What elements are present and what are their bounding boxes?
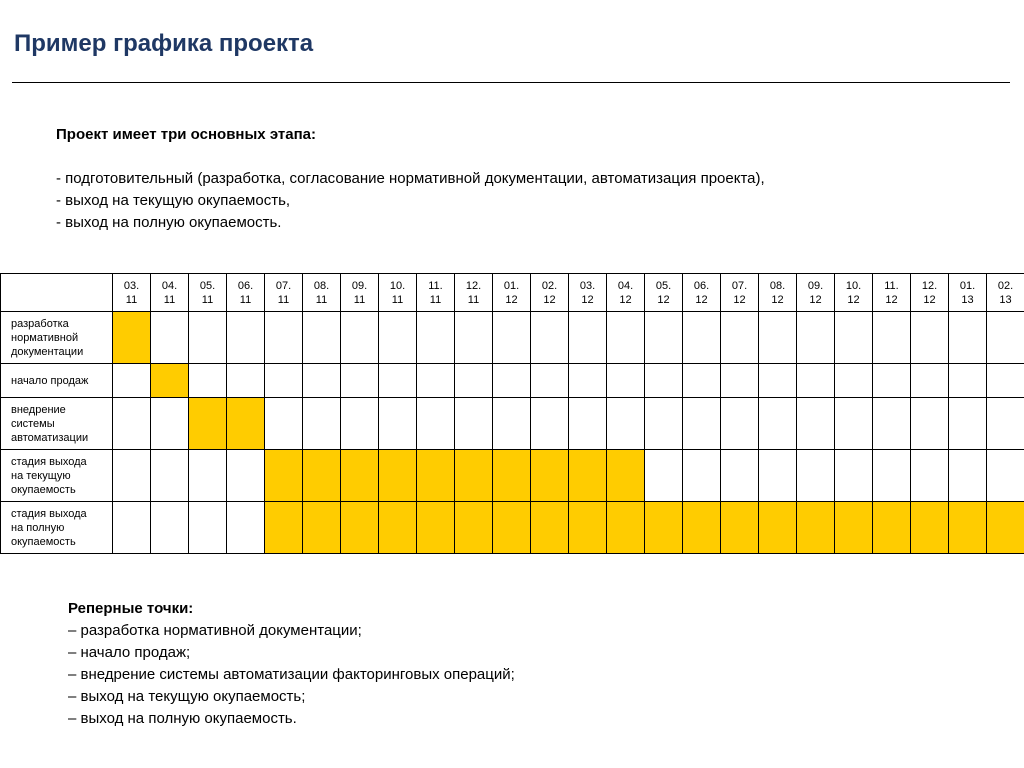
gantt-empty-cell xyxy=(797,450,835,502)
gantt-row-label-line: внедрение xyxy=(11,403,66,416)
gantt-active-cell xyxy=(455,502,493,554)
gantt-empty-cell xyxy=(607,312,645,364)
gantt-active-cell xyxy=(189,398,227,450)
gantt-month-header xyxy=(607,274,645,312)
gantt-empty-cell xyxy=(759,398,797,450)
gantt-month-label: 12. xyxy=(465,279,482,292)
gantt-active-cell xyxy=(531,450,569,502)
gantt-row-label-line: на полную xyxy=(11,521,65,534)
gantt-year-label: 12 xyxy=(809,293,822,306)
gantt-row xyxy=(1,364,1024,398)
gantt-empty-cell xyxy=(797,312,835,364)
gantt-month-label: 04. xyxy=(161,279,178,292)
gantt-empty-cell xyxy=(797,398,835,450)
gantt-empty-cell xyxy=(151,312,189,364)
gantt-empty-cell xyxy=(607,364,645,398)
gantt-empty-cell xyxy=(607,398,645,450)
gantt-active-cell xyxy=(835,502,873,554)
gantt-empty-cell xyxy=(987,398,1024,450)
gantt-empty-cell xyxy=(303,364,341,398)
intro-line: - выход на полную окупаемость. xyxy=(56,214,282,231)
gantt-month-header xyxy=(873,274,911,312)
gantt-empty-cell xyxy=(569,398,607,450)
gantt-empty-cell xyxy=(189,502,227,554)
gantt-year-label: 11 xyxy=(429,293,442,306)
gantt-empty-cell xyxy=(113,450,151,502)
gantt-active-cell xyxy=(569,502,607,554)
gantt-row-label-line: стадия выхода xyxy=(11,455,87,468)
gantt-empty-cell xyxy=(987,312,1024,364)
gantt-empty-cell xyxy=(151,450,189,502)
gantt-empty-cell xyxy=(569,312,607,364)
gantt-active-cell xyxy=(493,502,531,554)
gantt-month-header xyxy=(911,274,949,312)
gantt-active-cell xyxy=(683,502,721,554)
gantt-active-cell xyxy=(607,450,645,502)
gantt-empty-cell xyxy=(797,364,835,398)
gantt-empty-cell xyxy=(113,398,151,450)
gantt-active-cell xyxy=(645,502,683,554)
gantt-active-cell xyxy=(341,502,379,554)
gantt-row-label xyxy=(1,312,113,364)
milestone-item: – выход на текущую окупаемость; xyxy=(68,688,306,705)
gantt-month-label: 07. xyxy=(731,279,748,292)
gantt-active-cell xyxy=(265,450,303,502)
gantt-empty-cell xyxy=(417,312,455,364)
gantt-empty-cell xyxy=(721,364,759,398)
gantt-month-header xyxy=(683,274,721,312)
gantt-row-label-line: на текущую xyxy=(11,469,71,482)
gantt-month-header xyxy=(189,274,227,312)
milestones-block xyxy=(68,598,968,730)
gantt-empty-cell xyxy=(189,364,227,398)
gantt-active-cell xyxy=(873,502,911,554)
milestone-item: – начало продаж; xyxy=(68,644,191,661)
gantt-empty-cell xyxy=(303,312,341,364)
gantt-month-header xyxy=(987,274,1024,312)
gantt-month-label: 06. xyxy=(237,279,254,292)
gantt-active-cell xyxy=(379,502,417,554)
gantt-year-label: 11 xyxy=(391,293,404,306)
gantt-empty-cell xyxy=(417,398,455,450)
intro-line: - подготовительный (разработка, согласование нормативной документации, автоматизация проекта), xyxy=(56,170,765,187)
gantt-month-label: 03. xyxy=(123,279,140,292)
intro-line: - выход на текущую окупаемость, xyxy=(56,192,291,209)
gantt-empty-cell xyxy=(341,364,379,398)
gantt-empty-cell xyxy=(379,398,417,450)
gantt-empty-cell xyxy=(645,450,683,502)
milestones-heading: Реперные точки: xyxy=(68,600,194,617)
gantt-year-label: 12 xyxy=(695,293,708,306)
milestone-item: – выход на полную окупаемость. xyxy=(68,710,297,727)
gantt-empty-cell xyxy=(683,450,721,502)
gantt-year-label: 13 xyxy=(999,293,1012,306)
gantt-year-label: 11 xyxy=(201,293,214,306)
gantt-empty-cell xyxy=(493,398,531,450)
gantt-active-cell xyxy=(417,502,455,554)
gantt-empty-cell xyxy=(113,502,151,554)
gantt-year-label: 12 xyxy=(619,293,632,306)
gantt-active-cell xyxy=(949,502,987,554)
gantt-month-label: 03. xyxy=(579,279,596,292)
gantt-year-label: 12 xyxy=(885,293,898,306)
gantt-empty-cell xyxy=(113,364,151,398)
gantt-empty-cell xyxy=(303,398,341,450)
gantt-active-cell xyxy=(113,312,151,364)
gantt-month-label: 11. xyxy=(428,279,443,292)
gantt-empty-cell xyxy=(911,398,949,450)
gantt-empty-cell xyxy=(645,364,683,398)
gantt-empty-cell xyxy=(493,312,531,364)
gantt-month-header xyxy=(721,274,759,312)
gantt-empty-cell xyxy=(987,450,1024,502)
gantt-empty-cell xyxy=(873,450,911,502)
gantt-year-label: 12 xyxy=(543,293,556,306)
intro-block xyxy=(56,124,986,234)
gantt-year-label: 11 xyxy=(353,293,366,306)
gantt-month-header xyxy=(417,274,455,312)
gantt-empty-cell xyxy=(151,398,189,450)
gantt-empty-cell xyxy=(455,398,493,450)
gantt-empty-cell xyxy=(911,312,949,364)
gantt-empty-cell xyxy=(949,364,987,398)
gantt-active-cell xyxy=(493,450,531,502)
gantt-row-label-line: нормативной xyxy=(11,331,79,344)
gantt-month-label: 08. xyxy=(769,279,786,292)
gantt-empty-cell xyxy=(189,450,227,502)
gantt-active-cell xyxy=(721,502,759,554)
gantt-empty-cell xyxy=(721,312,759,364)
gantt-month-header xyxy=(949,274,987,312)
gantt-row-label-line: окупаемость xyxy=(11,535,76,548)
gantt-row-label-line: документации xyxy=(11,345,84,358)
gantt-corner-cell xyxy=(1,274,113,312)
intro-spacer xyxy=(56,146,986,168)
gantt-month-header xyxy=(493,274,531,312)
gantt-month-label: 01. xyxy=(503,279,520,292)
gantt-active-cell xyxy=(987,502,1024,554)
gantt-empty-cell xyxy=(721,450,759,502)
gantt-year-label: 11 xyxy=(239,293,252,306)
gantt-empty-cell xyxy=(227,364,265,398)
gantt-year-label: 12 xyxy=(581,293,594,306)
gantt-row-label xyxy=(1,450,113,502)
gantt-empty-cell xyxy=(759,364,797,398)
gantt-row-label-line: окупаемость xyxy=(11,483,76,496)
gantt-row xyxy=(1,450,1024,502)
gantt-active-cell xyxy=(341,450,379,502)
gantt-year-label: 12 xyxy=(657,293,670,306)
gantt-month-header xyxy=(151,274,189,312)
gantt-empty-cell xyxy=(987,364,1024,398)
title-divider xyxy=(12,82,1010,83)
gantt-empty-cell xyxy=(265,398,303,450)
gantt-empty-cell xyxy=(911,450,949,502)
gantt-month-label: 05. xyxy=(655,279,672,292)
gantt-month-label: 02. xyxy=(541,279,558,292)
gantt-empty-cell xyxy=(911,364,949,398)
gantt-year-label: 12 xyxy=(923,293,936,306)
gantt-year-label: 11 xyxy=(315,293,328,306)
gantt-empty-cell xyxy=(835,312,873,364)
gantt-year-label: 12 xyxy=(733,293,746,306)
gantt-empty-cell xyxy=(759,312,797,364)
gantt-month-header xyxy=(835,274,873,312)
gantt-year-label: 12 xyxy=(847,293,860,306)
gantt-active-cell xyxy=(303,450,341,502)
milestone-item: – разработка нормативной документации; xyxy=(68,622,362,639)
gantt-month-label: 09. xyxy=(351,279,368,292)
gantt-row-label xyxy=(1,398,113,450)
gantt-active-cell xyxy=(455,450,493,502)
gantt-row xyxy=(1,398,1024,450)
gantt-month-header xyxy=(341,274,379,312)
gantt-empty-cell xyxy=(873,398,911,450)
milestone-item: – внедрение системы автоматизации факторинговых операций; xyxy=(68,666,515,683)
gantt-month-header xyxy=(531,274,569,312)
gantt-row-label-line: системы xyxy=(11,417,55,430)
gantt-month-header xyxy=(569,274,607,312)
gantt-empty-cell xyxy=(835,364,873,398)
gantt-empty-cell xyxy=(721,398,759,450)
gantt-month-header xyxy=(113,274,151,312)
gantt-empty-cell xyxy=(569,364,607,398)
gantt-month-label: 11. xyxy=(884,279,899,292)
gantt-active-cell xyxy=(303,502,341,554)
gantt-active-cell xyxy=(227,398,265,450)
gantt-empty-cell xyxy=(379,312,417,364)
gantt-month-header xyxy=(303,274,341,312)
gantt-empty-cell xyxy=(759,450,797,502)
gantt-month-label: 08. xyxy=(313,279,330,292)
gantt-empty-cell xyxy=(949,450,987,502)
gantt-row xyxy=(1,502,1024,554)
gantt-year-label: 12 xyxy=(771,293,784,306)
gantt-active-cell xyxy=(531,502,569,554)
gantt-empty-cell xyxy=(949,398,987,450)
gantt-active-cell xyxy=(759,502,797,554)
gantt-row xyxy=(1,312,1024,364)
gantt-active-cell xyxy=(569,450,607,502)
gantt-empty-cell xyxy=(531,312,569,364)
gantt-year-label: 11 xyxy=(277,293,290,306)
gantt-empty-cell xyxy=(683,398,721,450)
gantt-month-label: 01. xyxy=(959,279,976,292)
gantt-empty-cell xyxy=(189,312,227,364)
gantt-active-cell xyxy=(797,502,835,554)
gantt-month-label: 07. xyxy=(275,279,292,292)
gantt-empty-cell xyxy=(949,312,987,364)
gantt-month-label: 09. xyxy=(807,279,824,292)
gantt-empty-cell xyxy=(455,312,493,364)
gantt-empty-cell xyxy=(227,450,265,502)
gantt-active-cell xyxy=(379,450,417,502)
gantt-empty-cell xyxy=(531,364,569,398)
gantt-month-header xyxy=(797,274,835,312)
gantt-active-cell xyxy=(417,450,455,502)
gantt-month-label: 10. xyxy=(845,279,862,292)
gantt-empty-cell xyxy=(531,398,569,450)
gantt-month-header xyxy=(379,274,417,312)
gantt-active-cell xyxy=(265,502,303,554)
gantt-month-label: 05. xyxy=(199,279,216,292)
page-title: Пример графика проекта xyxy=(14,30,314,57)
gantt-empty-cell xyxy=(873,312,911,364)
gantt-month-header xyxy=(645,274,683,312)
gantt-header-row xyxy=(1,274,1024,312)
gantt-empty-cell xyxy=(265,364,303,398)
gantt-empty-cell xyxy=(341,312,379,364)
gantt-year-label: 11 xyxy=(125,293,138,306)
gantt-row-label-line: разработка xyxy=(11,317,69,330)
gantt-month-header xyxy=(455,274,493,312)
gantt-empty-cell xyxy=(227,502,265,554)
gantt-month-label: 10. xyxy=(389,279,406,292)
gantt-year-label: 12 xyxy=(505,293,518,306)
gantt-month-header xyxy=(265,274,303,312)
gantt-empty-cell xyxy=(645,398,683,450)
gantt-empty-cell xyxy=(835,450,873,502)
gantt-empty-cell xyxy=(683,364,721,398)
gantt-row-label-line: начало продаж xyxy=(11,374,89,387)
gantt-active-cell xyxy=(607,502,645,554)
gantt-empty-cell xyxy=(455,364,493,398)
gantt-month-label: 06. xyxy=(693,279,710,292)
gantt-active-cell xyxy=(151,364,189,398)
gantt-empty-cell xyxy=(683,312,721,364)
gantt-empty-cell xyxy=(417,364,455,398)
gantt-empty-cell xyxy=(645,312,683,364)
gantt-month-header xyxy=(759,274,797,312)
gantt-year-label: 11 xyxy=(163,293,176,306)
gantt-empty-cell xyxy=(151,502,189,554)
gantt-month-label: 02. xyxy=(997,279,1014,292)
gantt-month-label: 12. xyxy=(921,279,938,292)
gantt-month-header xyxy=(227,274,265,312)
gantt-row-label-line: стадия выхода xyxy=(11,507,87,520)
gantt-empty-cell xyxy=(379,364,417,398)
gantt-active-cell xyxy=(911,502,949,554)
gantt-empty-cell xyxy=(227,312,265,364)
gantt-row-label xyxy=(1,364,113,398)
gantt-table xyxy=(0,273,1024,554)
gantt-row-label-line: автоматизации xyxy=(11,431,89,444)
gantt-year-label: 13 xyxy=(961,293,974,306)
gantt-month-label: 04. xyxy=(617,279,634,292)
intro-heading: Проект имеет три основных этапа: xyxy=(56,126,316,143)
gantt-empty-cell xyxy=(265,312,303,364)
gantt-year-label: 11 xyxy=(467,293,480,306)
gantt-empty-cell xyxy=(835,398,873,450)
gantt-empty-cell xyxy=(873,364,911,398)
gantt-row-label xyxy=(1,502,113,554)
gantt-empty-cell xyxy=(341,398,379,450)
gantt-empty-cell xyxy=(493,364,531,398)
